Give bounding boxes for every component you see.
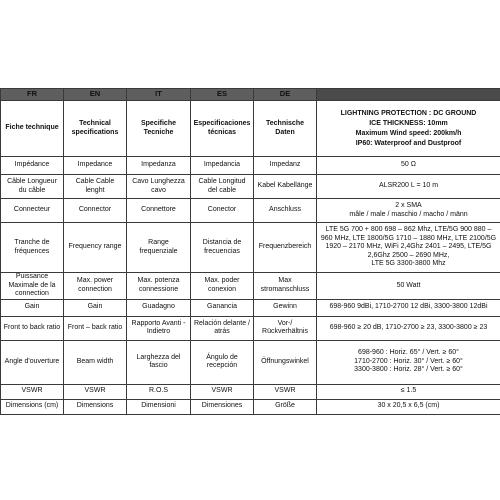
cell-value [317,157,500,175]
language-header-row [1,89,500,101]
value-line: LTE 5G 700 + 800 698 – 862 Mhz, LTE/5G 900 880 – 960 MHz, LTE 1800/5G 1710 – 1880 MHz, LTE 2100/5G 1920 – 2170 MHz, WiFi 2,4Ghz 2401 – 2495, LTE/5G 2,6Ghz 2500 – 2690 MHz, [320,226,497,259]
intro-line: Maximum Wind speed: 200km/h [355,129,462,137]
lang-en: EN [64,89,127,101]
cell-value [317,199,500,223]
cell-it: Connettore [127,199,191,223]
cell-en: Frequency range [64,223,127,273]
spec-row [1,384,500,399]
cell-es: Cable Longitud del cable [191,175,254,199]
spec-header-row [1,101,500,157]
cell-es: Ganancia [191,299,254,316]
cell-value [317,273,500,300]
header-intro [317,101,500,157]
cell-es: Max. poder conexion [191,273,254,300]
spec-row [1,399,500,414]
value-line: ≤ 1.5 [400,387,417,395]
value-line: LTE 5G 3300-3800 Mhz [371,260,446,268]
cell-en: Front – back ratio [64,316,127,340]
cell-de: Kabel Kabellänge [254,175,317,199]
header-fr: Fiche technique [1,101,64,157]
cell-fr: Câble Longueur du câble [1,175,64,199]
cell-en: Impedance [64,157,127,175]
cell-it: Max. potenza connessione [127,273,191,300]
cell-es: Dimensiones [191,399,254,414]
header-es: Especificaciones técnicas [191,101,254,157]
cell-en: Gain [64,299,127,316]
lang-spec [317,89,500,101]
cell-fr: VSWR [1,384,64,399]
cell-de: Frequenzbereich [254,223,317,273]
cell-value [317,316,500,340]
cell-fr: Gain [1,299,64,316]
cell-it: Impedanza [127,157,191,175]
cell-it: Cavo Lunghezza cavo [127,175,191,199]
intro-line: LIGHTNING PROTECTION : DC GROUND [340,109,477,117]
cell-en: Dimensions [64,399,127,414]
cell-fr: Front to back ratio [1,316,64,340]
intro-line: IP60: Waterproof and Dustproof [355,139,462,147]
cell-en: Cable Cable lenght [64,175,127,199]
value-line: mâle / male / maschio / macho / männ [349,210,468,218]
header-de: Technische Daten [254,101,317,157]
value-line: 698-960 9dBi, 1710-2700 12 dBi, 3300-3800 12dBi [329,303,488,311]
cell-fr: Tranche de fréquences [1,223,64,273]
value-line: 50 Ω [401,161,416,169]
cell-it: R.O.S [127,384,191,399]
value-line: 50 Watt [396,281,421,289]
cell-es: Relación delante / atrás [191,316,254,340]
header-it: Specifiche Tecniche [127,101,191,157]
cell-value [317,399,500,414]
cell-fr: Impédance [1,157,64,175]
cell-value [317,175,500,199]
cell-de: Größe [254,399,317,414]
cell-es: Impedancia [191,157,254,175]
cell-it: Dimensioni [127,399,191,414]
cell-de: Öffnungswinkel [254,340,317,384]
spec-row [1,340,500,384]
cell-es: Ángulo de recepción [191,340,254,384]
lang-it: IT [127,89,191,101]
spec-sheet [0,88,500,415]
cell-fr: Puissance Maximale de la connection [1,273,64,300]
lang-de: DE [254,89,317,101]
cell-fr: Connecteur [1,199,64,223]
cell-value [317,340,500,384]
lang-es: ES [191,89,254,101]
cell-it: Rapporto Avanti - Indietro [127,316,191,340]
value-line: ALSR200 L = 10 m [378,182,439,190]
cell-it: Range frequenziale [127,223,191,273]
value-line: 698-960 : Horiz. 65° / Vert. ≥ 60° [358,349,459,357]
cell-de: Vor-/ Rückverhältnis [254,316,317,340]
cell-en: Max. power connection [64,273,127,300]
cell-de: Max stromanschluss [254,273,317,300]
cell-es: VSWR [191,384,254,399]
spec-row [1,175,500,199]
value-line: 1710-2700 : Horiz. 30° / Vert. ≥ 60° [354,357,463,365]
spec-table [0,88,500,415]
cell-value [317,384,500,399]
cell-it: Guadagno [127,299,191,316]
spec-row [1,223,500,273]
intro-line: ICE THICKNESS: 10mm [369,119,448,127]
spec-row [1,199,500,223]
value-line: 30 x 20,5 x 6,5 (cm) [377,402,440,410]
cell-es: Conector [191,199,254,223]
value-line: 2 x SMA [395,202,422,209]
cell-de: VSWR [254,384,317,399]
cell-de: Gewinn [254,299,317,316]
header-en: Technical specifications [64,101,127,157]
cell-de: Anschluss [254,199,317,223]
cell-en: Beam width [64,340,127,384]
spec-row [1,157,500,175]
cell-es: Distancia de frecuencias [191,223,254,273]
cell-en: VSWR [64,384,127,399]
spec-row [1,273,500,300]
cell-value [317,223,500,273]
spec-row [1,316,500,340]
cell-fr: Angle d'ouverture [1,340,64,384]
spec-row [1,299,500,316]
cell-en: Connector [64,199,127,223]
cell-fr: Dimensions (cm) [1,399,64,414]
cell-value [317,299,500,316]
value-line: 698-960 ≥ 20 dB, 1710-2700 ≥ 23, 3300-3800 ≥ 23 [329,323,488,331]
value-line: 3300-3800 : Horiz. 28° / Vert. ≥ 60° [354,366,463,374]
cell-it: Larghezza del fascio [127,340,191,384]
cell-de: Impedanz [254,157,317,175]
lang-fr: FR [1,89,64,101]
